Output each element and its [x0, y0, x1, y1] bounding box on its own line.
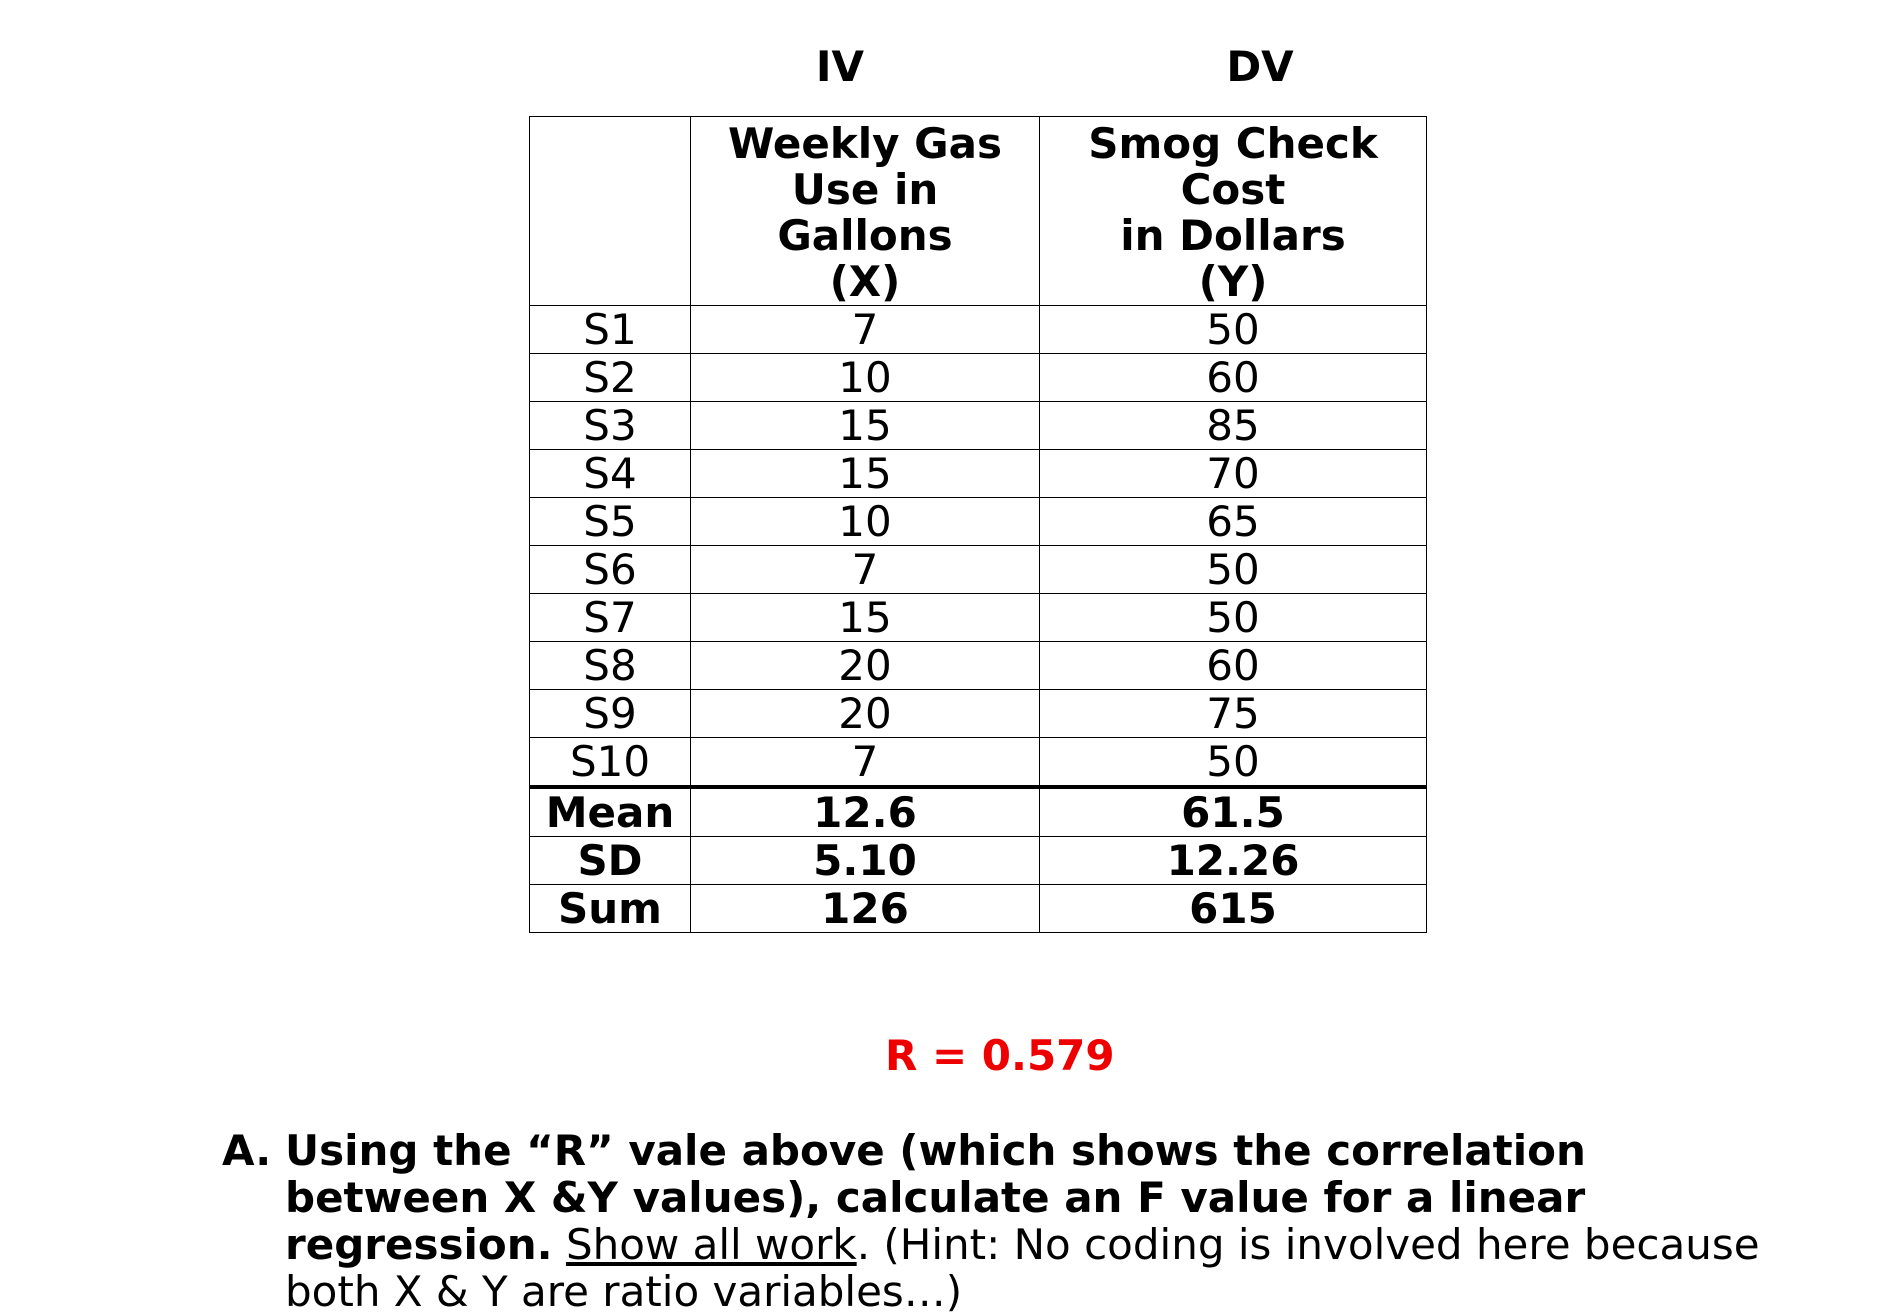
row-label: S10 [530, 738, 691, 788]
table-row [530, 306, 1427, 354]
stats-row-mean [530, 787, 1427, 837]
stat-label: Sum [530, 885, 691, 933]
table-row [530, 738, 1427, 788]
y-value: 60 [1040, 354, 1427, 402]
x-value: 15 [691, 594, 1040, 642]
r-value: R = 0.579 [885, 1031, 1115, 1080]
question-underlined-text: Show all work [565, 1220, 857, 1269]
header-y-cell [1040, 117, 1427, 306]
header-y-line: Smog Check [1088, 119, 1378, 168]
table-row [530, 642, 1427, 690]
question-a [222, 1127, 1782, 1315]
x-value: 7 [691, 306, 1040, 354]
header-y-line: in Dollars [1120, 211, 1346, 260]
table-row [530, 690, 1427, 738]
row-label: S5 [530, 498, 691, 546]
row-label: S8 [530, 642, 691, 690]
x-value: 10 [691, 498, 1040, 546]
header-blank-cell [530, 117, 691, 306]
header-x-line: (X) [829, 257, 901, 306]
stat-y-value: 615 [1040, 885, 1427, 933]
y-value: 50 [1040, 594, 1427, 642]
data-table [529, 116, 1427, 933]
table-row [530, 354, 1427, 402]
stats-row-sum [530, 885, 1427, 933]
question-rest-text: . (Hint: No coding is involved here because both X & Y are ratio variables…) [285, 1220, 1760, 1316]
dv-heading: DV [1226, 42, 1294, 91]
x-value: 15 [691, 450, 1040, 498]
y-value: 70 [1040, 450, 1427, 498]
x-value: 20 [691, 642, 1040, 690]
row-label: S2 [530, 354, 691, 402]
x-value: 20 [691, 690, 1040, 738]
y-value: 75 [1040, 690, 1427, 738]
header-x-line: Gallons [777, 211, 953, 260]
row-label: S9 [530, 690, 691, 738]
row-label: S1 [530, 306, 691, 354]
y-value: 50 [1040, 738, 1427, 788]
header-x-cell [691, 117, 1040, 306]
table-row [530, 546, 1427, 594]
question-bold-text: Using the “R” vale above (which shows the correlation between X &Y values), calculate an F value for a linear regression. [285, 1126, 1586, 1269]
row-label: S3 [530, 402, 691, 450]
x-value: 10 [691, 354, 1040, 402]
stat-x-value: 5.10 [691, 837, 1040, 885]
table-row [530, 594, 1427, 642]
stat-y-value: 61.5 [1040, 787, 1427, 837]
header-x-line: Weekly Gas [728, 119, 1002, 168]
x-value: 7 [691, 546, 1040, 594]
question-marker: A. [222, 1126, 272, 1175]
row-label: S4 [530, 450, 691, 498]
stat-label: Mean [530, 787, 691, 837]
question-body [285, 1127, 1782, 1315]
header-y-line: (Y) [1198, 257, 1268, 306]
stat-y-value: 12.26 [1040, 837, 1427, 885]
x-value: 7 [691, 738, 1040, 788]
y-value: 65 [1040, 498, 1427, 546]
table-row [530, 450, 1427, 498]
table-row [530, 402, 1427, 450]
y-value: 85 [1040, 402, 1427, 450]
row-label: S6 [530, 546, 691, 594]
table-row [530, 498, 1427, 546]
table-header-row [530, 117, 1427, 306]
row-label: S7 [530, 594, 691, 642]
y-value: 60 [1040, 642, 1427, 690]
x-value: 15 [691, 402, 1040, 450]
y-value: 50 [1040, 546, 1427, 594]
stats-row-sd [530, 837, 1427, 885]
header-x-line: Use in [791, 165, 939, 214]
header-y-line: Cost [1180, 165, 1286, 214]
iv-heading: IV [815, 42, 865, 91]
y-value: 50 [1040, 306, 1427, 354]
stat-x-value: 126 [691, 885, 1040, 933]
stat-label: SD [530, 837, 691, 885]
stat-x-value: 12.6 [691, 787, 1040, 837]
